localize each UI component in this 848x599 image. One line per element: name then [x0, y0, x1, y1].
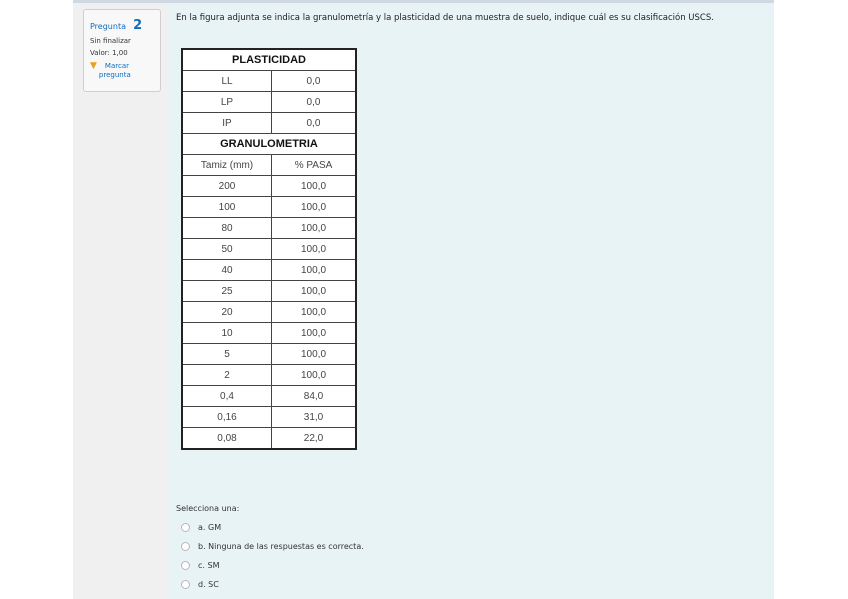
answer-option-d[interactable] [176, 575, 364, 594]
plasticity-header: PLASTICIDAD [182, 49, 356, 71]
sieve-column-header: Tamiz (mm) [182, 155, 272, 176]
pass-column-header: % PASA [272, 155, 357, 176]
table-row [182, 218, 356, 239]
question-status: Sin finalizar [90, 37, 131, 45]
percent-pass: 100,0 [272, 197, 357, 218]
percent-pass: 84,0 [272, 386, 357, 407]
percent-pass: 22,0 [272, 428, 357, 450]
table-row [182, 155, 356, 176]
sieve-size: 10 [182, 323, 272, 344]
flag-question-label[interactable]: Marcar pregunta [98, 62, 131, 79]
percent-pass: 100,0 [272, 323, 357, 344]
flag-icon: ▼ [90, 61, 97, 71]
question-info-panel [83, 9, 161, 92]
table-row [182, 281, 356, 302]
table-row [182, 407, 356, 428]
radio-button[interactable] [181, 561, 190, 570]
radio-button[interactable] [181, 580, 190, 589]
table-row [182, 176, 356, 197]
radio-button[interactable] [181, 523, 190, 532]
percent-pass: 100,0 [272, 365, 357, 386]
question-label: Pregunta [90, 22, 126, 31]
percent-pass: 100,0 [272, 239, 357, 260]
sieve-size: 0,4 [182, 386, 272, 407]
sieve-size: 100 [182, 197, 272, 218]
granulometry-header: GRANULOMETRIA [182, 134, 356, 155]
answer-block [176, 504, 364, 594]
question-number: 2 [133, 18, 143, 33]
answer-option-c[interactable] [176, 556, 364, 575]
soil-data-table [181, 48, 357, 450]
plasticity-label: LP [182, 92, 272, 113]
percent-pass: 100,0 [272, 344, 357, 365]
sieve-size: 20 [182, 302, 272, 323]
plasticity-label: LL [182, 71, 272, 92]
answer-label[interactable]: b. Ninguna de las respuestas es correcta. [198, 542, 364, 551]
percent-pass: 100,0 [272, 176, 357, 197]
table-row [182, 344, 356, 365]
question-value: Valor: 1,00 [90, 49, 128, 57]
table-row [182, 323, 356, 344]
header-strip [73, 0, 774, 3]
radio-button[interactable] [181, 542, 190, 551]
table-row [182, 239, 356, 260]
answer-label[interactable]: a. GM [198, 523, 222, 532]
sieve-size: 2 [182, 365, 272, 386]
table-row [182, 92, 356, 113]
answer-label[interactable]: c. SM [198, 561, 220, 570]
table-row [182, 428, 356, 450]
sieve-size: 5 [182, 344, 272, 365]
plasticity-value: 0,0 [272, 113, 357, 134]
table-row [182, 386, 356, 407]
sieve-size: 0,16 [182, 407, 272, 428]
table-row [182, 260, 356, 281]
table-row [182, 302, 356, 323]
sieve-size: 0,08 [182, 428, 272, 450]
sieve-size: 200 [182, 176, 272, 197]
percent-pass: 31,0 [272, 407, 357, 428]
sieve-size: 80 [182, 218, 272, 239]
flag-question-button[interactable] [90, 62, 154, 80]
percent-pass: 100,0 [272, 302, 357, 323]
answer-option-a[interactable] [176, 518, 364, 537]
question-text: En la figura adjunta se indica la granulometría y la plasticidad de una muestra de suelo, indique cuál es su clasificación USCS. [176, 13, 714, 23]
sieve-size: 25 [182, 281, 272, 302]
table-row [182, 197, 356, 218]
question-content [167, 4, 774, 599]
percent-pass: 100,0 [272, 218, 357, 239]
plasticity-label: IP [182, 113, 272, 134]
table-row [182, 71, 356, 92]
question-number-row [90, 14, 154, 33]
table-row [182, 365, 356, 386]
sieve-size: 50 [182, 239, 272, 260]
sieve-size: 40 [182, 260, 272, 281]
answer-label[interactable]: d. SC [198, 580, 219, 589]
plasticity-value: 0,0 [272, 92, 357, 113]
percent-pass: 100,0 [272, 260, 357, 281]
percent-pass: 100,0 [272, 281, 357, 302]
answer-prompt: Selecciona una: [176, 504, 240, 513]
answer-option-b[interactable] [176, 537, 364, 556]
plasticity-value: 0,0 [272, 71, 357, 92]
table-row [182, 113, 356, 134]
